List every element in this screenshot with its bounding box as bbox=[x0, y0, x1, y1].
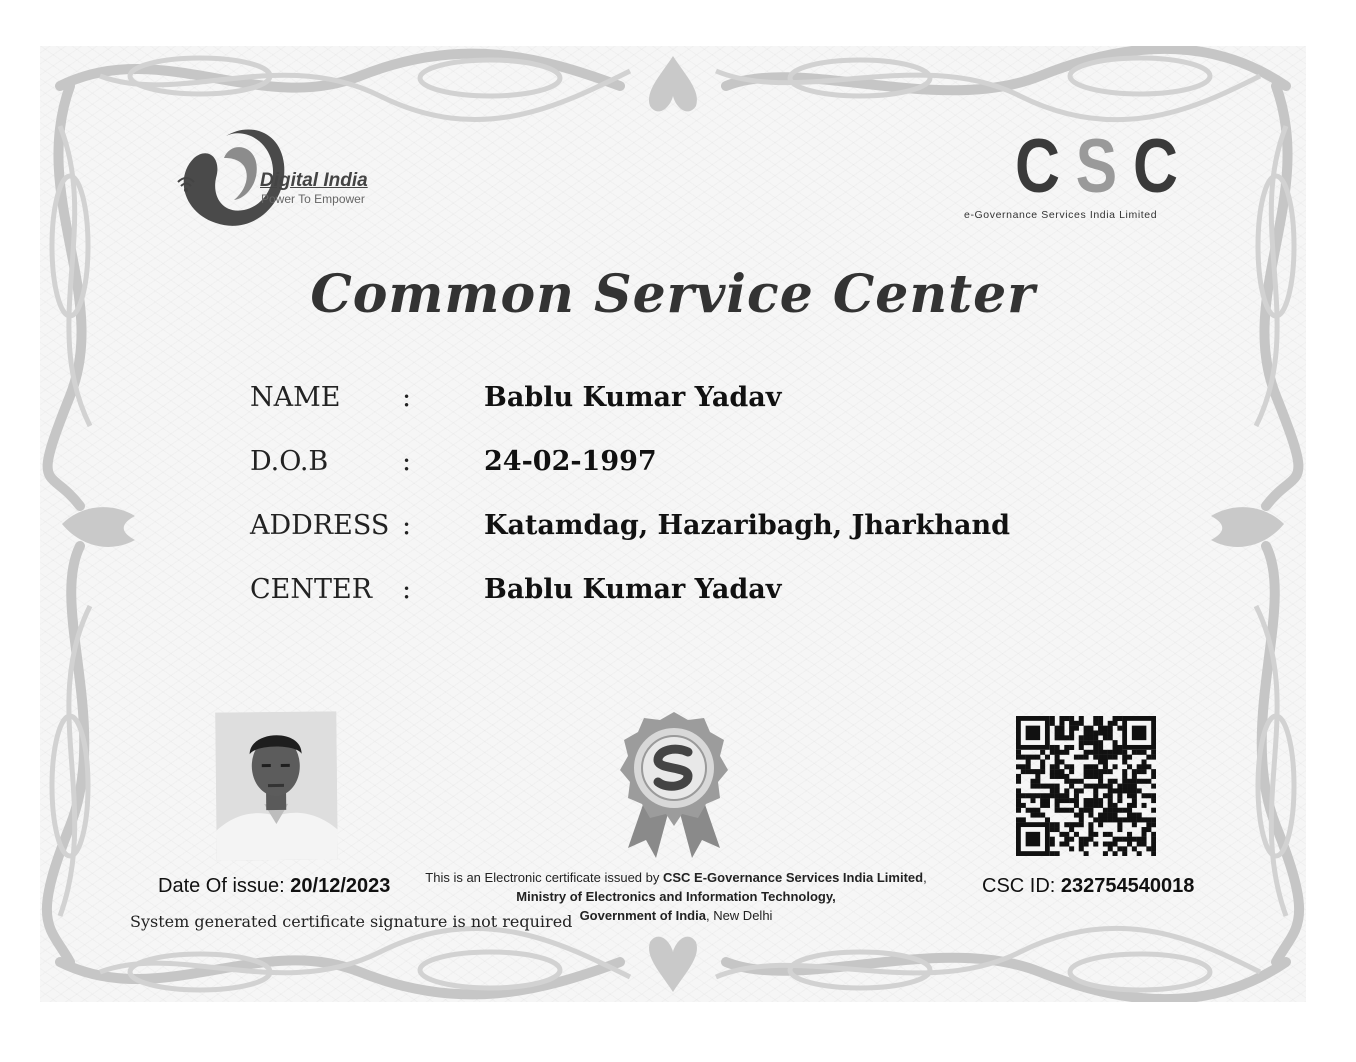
field-value: Katamdag, Hazaribagh, Jharkhand bbox=[484, 510, 1011, 541]
issuer-ministry: Ministry of Electronics and Information Technology, bbox=[516, 889, 836, 904]
field-colon: : bbox=[402, 446, 412, 477]
system-generated-note: System generated certificate signature is not required bbox=[130, 912, 573, 931]
csc-id bbox=[982, 875, 1194, 898]
issuer-org: CSC E-Governance Services India Limited bbox=[663, 870, 924, 885]
issuer-statement bbox=[406, 868, 946, 925]
field-value: 24-02-1997 bbox=[484, 446, 657, 477]
date-of-issue-value: 20/12/2023 bbox=[290, 875, 391, 897]
issuer-city: , New Delhi bbox=[705, 908, 773, 923]
field-label: NAME bbox=[250, 382, 341, 413]
csc-letter-c2: C bbox=[1132, 124, 1178, 209]
issuer-suffix: , bbox=[923, 870, 927, 885]
csc-id-value: 232754540018 bbox=[1060, 875, 1195, 897]
issuer-government: Government of India bbox=[579, 908, 706, 923]
field-label: D.O.B bbox=[250, 446, 329, 477]
certificate bbox=[40, 46, 1306, 1002]
holder-photo bbox=[215, 711, 338, 860]
csc-letter-s: S bbox=[1075, 124, 1118, 209]
digital-india-title: Digital India bbox=[260, 170, 368, 191]
field-value: Bablu Kumar Yadav bbox=[484, 382, 782, 413]
digital-india-tagline: Power To Empower bbox=[261, 192, 365, 206]
field-label: CENTER bbox=[250, 574, 373, 605]
issuer-prefix: This is an Electronic certificate issued by bbox=[425, 870, 663, 885]
csc-id-label: CSC ID: bbox=[982, 875, 1056, 897]
csc-subtitle: e-Governance Services India Limited bbox=[964, 209, 1158, 221]
field-label: ADDRESS bbox=[250, 510, 390, 541]
certificate-title: Common Service Center bbox=[310, 264, 1036, 325]
field-colon: : bbox=[402, 510, 412, 541]
csc-logo bbox=[1010, 124, 1182, 209]
award-ribbon-icon bbox=[618, 710, 730, 858]
field-colon: : bbox=[402, 382, 412, 413]
date-of-issue bbox=[158, 875, 390, 898]
qr-code-icon bbox=[1016, 716, 1156, 856]
csc-letter-c1: C bbox=[1014, 124, 1060, 209]
date-of-issue-label: Date Of issue: bbox=[158, 875, 285, 897]
person-photo-icon bbox=[215, 711, 338, 860]
field-value: Bablu Kumar Yadav bbox=[484, 574, 782, 605]
field-colon: : bbox=[402, 574, 412, 605]
